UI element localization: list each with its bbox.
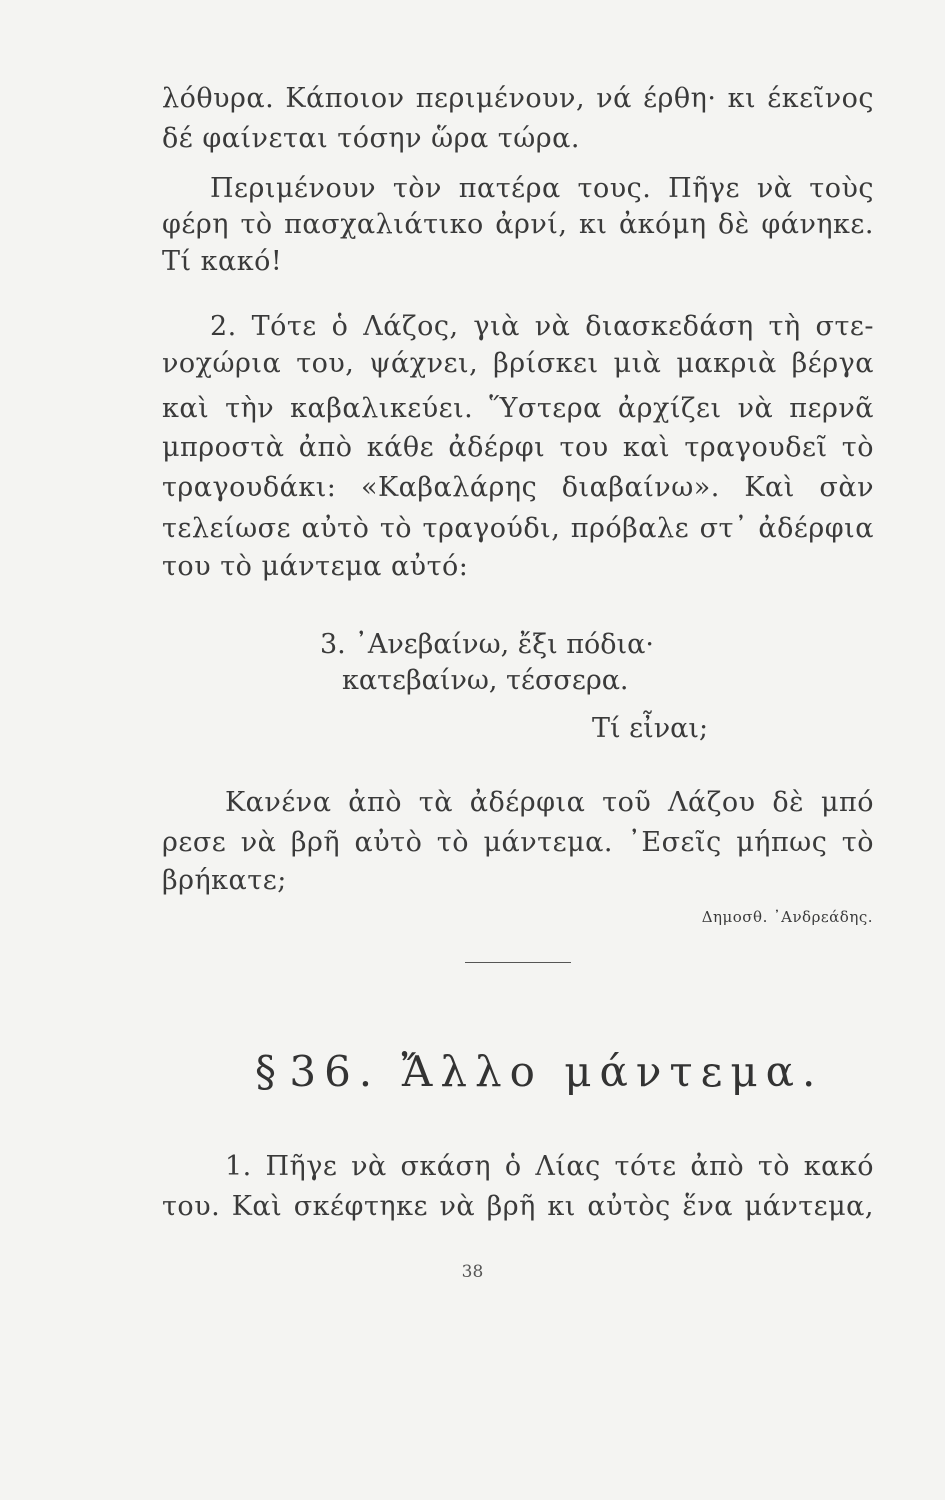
text-line: νοχώρια του, ψάχνει, βρίσκει μιὰ μακριὰ βέργα: [162, 348, 874, 379]
text-line: βρήκατε;: [162, 865, 287, 896]
text-line: Περιμένουν τὸν πατέρα τους. Πῆγε νὰ τοὺς: [210, 173, 874, 204]
riddle-question: Τί εἶναι;: [592, 713, 709, 744]
text-line: του. Καὶ σκέφτηκε νὰ βρῆ κι αὐτὸς ἕνα μάντεμα,: [162, 1191, 874, 1222]
text-line: 2. Τότε ὁ Λάζος, γιὰ νὰ διασκεδάση τὴ στε-: [210, 311, 874, 342]
riddle-line: κατεβαίνω, τέσσερα.: [342, 665, 629, 696]
section-title: 36. Ἄλλο μάντεμα.: [289, 1047, 824, 1096]
text-line: Τί κακό!: [162, 246, 283, 277]
text-line: Κανένα ἀπὸ τὰ ἀδέρφια τοῦ Λάζου δὲ μπό: [225, 787, 874, 818]
text-line: ρεσε νὰ βρῆ αὐτὸ τὸ μάντεμα. ᾿Εσεῖς μήπως τὸ: [162, 827, 874, 858]
text-line: δέ φαίνεται τόσην ὥρα τώρα.: [162, 123, 580, 154]
page-number: 38: [461, 1262, 484, 1282]
text-line: τελείωσε αὐτὸ τὸ τραγούδι, πρόβαλε στ᾽ ἀδέρφια: [162, 513, 874, 544]
text-line: καὶ τὴν καβαλικεύει. Ὕστερα ἀρχίζει νὰ περνᾶ: [162, 393, 874, 424]
author-signature: Δημοσθ. ᾿Ανδρεάδης.: [701, 908, 873, 926]
text-line: τραγουδάκι: «Καβαλάρης διαβαίνω». Καὶ σὰν: [162, 472, 874, 503]
text-line: φέρη τὸ πασχαλιάτικο ἀρνί, κι ἀκόμη δὲ φάνηκε.: [162, 209, 874, 240]
text-line: 1. Πῆγε νὰ σκάση ὁ Λίας τότε ἀπὸ τὸ κακό: [225, 1151, 874, 1182]
text-line: μπροστὰ ἀπὸ κάθε ἀδέρφι του καὶ τραγουδεῖ τὸ: [162, 432, 874, 463]
section-divider: [465, 962, 571, 963]
riddle-line: 3. ᾿Ανεβαίνω, ἔξι πόδια·: [320, 629, 654, 660]
section-symbol: §: [255, 1047, 276, 1096]
section-heading: [255, 1045, 823, 1099]
text-line: του τὸ μάντεμα αὐτό:: [162, 551, 469, 582]
text-line: λόθυρα. Κάποιον περιμένουν, νά έρθη· κι έκεῖνος: [162, 83, 874, 114]
